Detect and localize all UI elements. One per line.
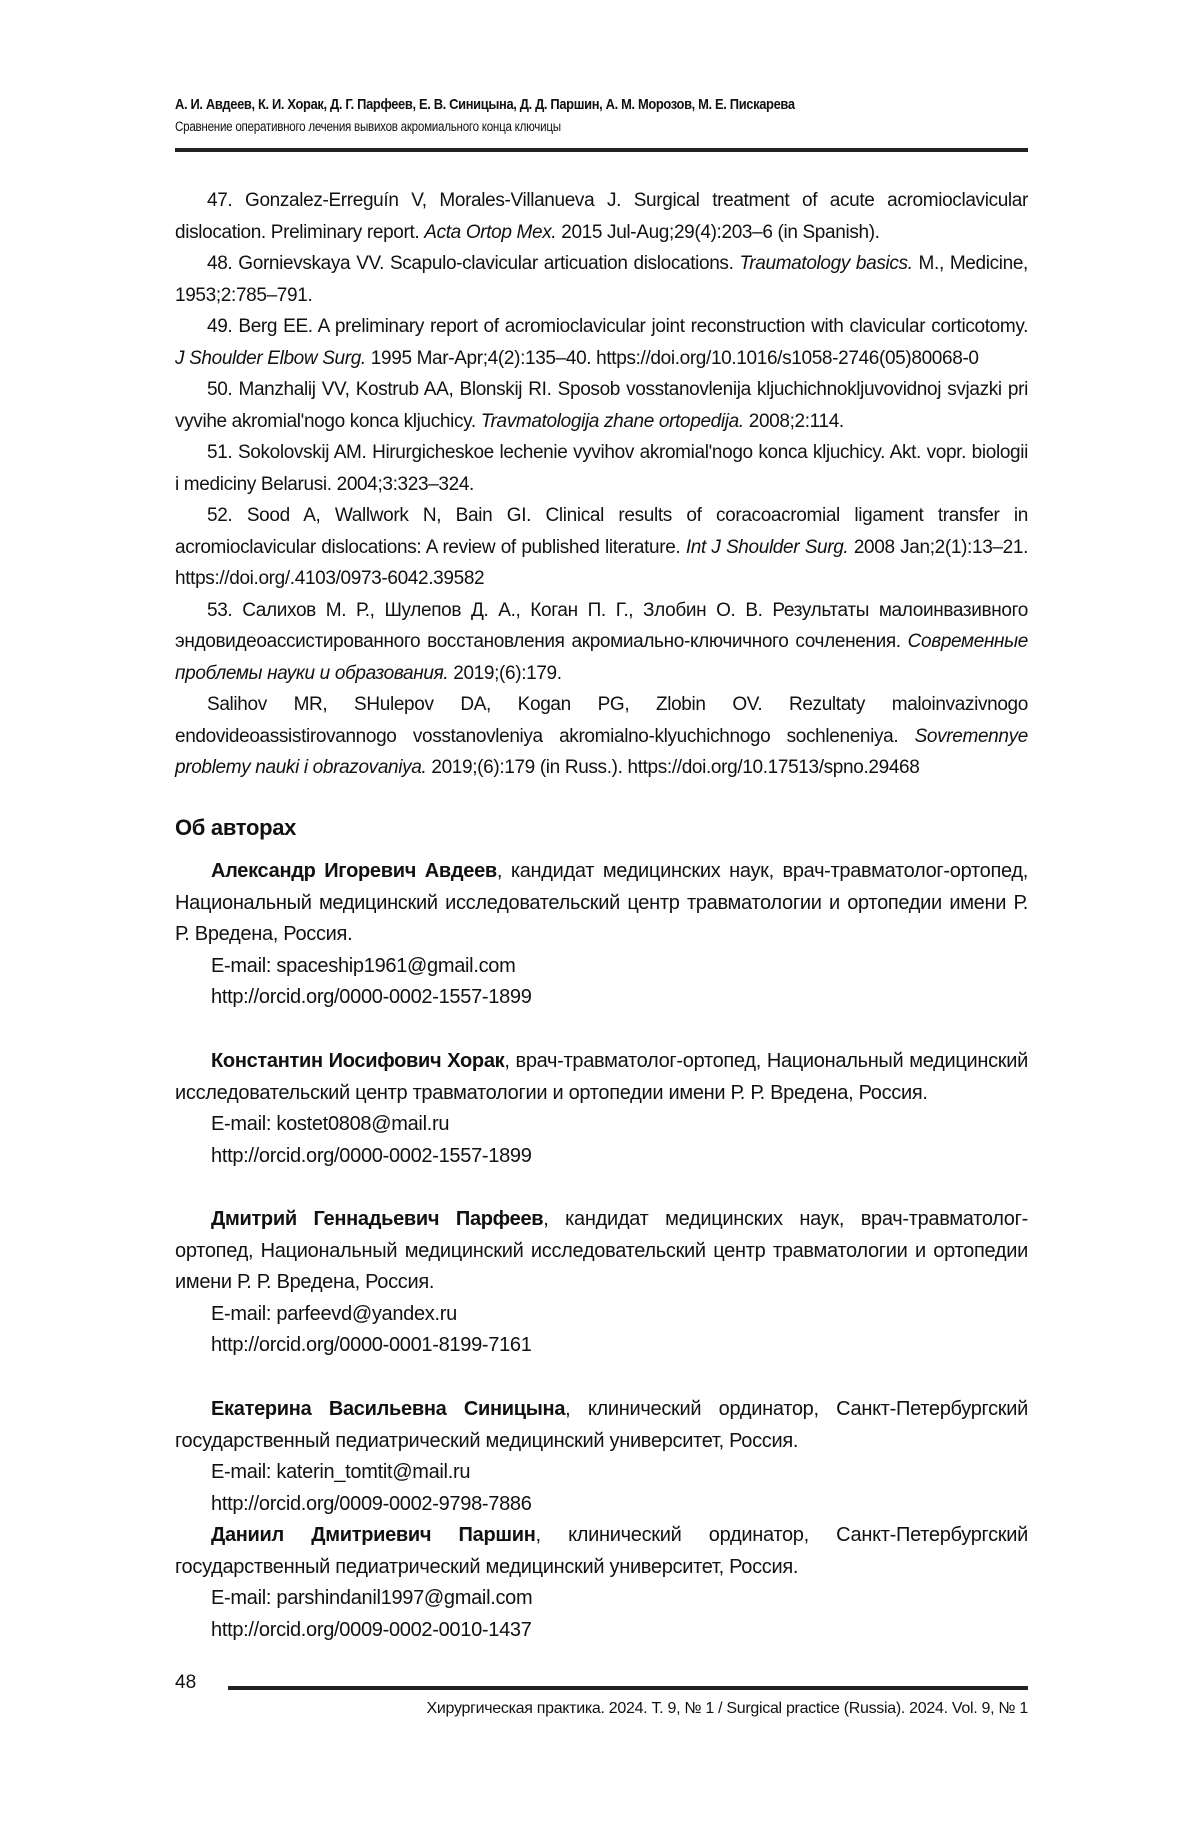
journal-footer: Хирургическая практика. 2024. Т. 9, № 1 / Surgical practice (Russia). 2024. Vol. 9, № 1 bbox=[426, 1700, 1028, 1717]
author-name: Екатерина Васильевна Синицына bbox=[211, 1398, 566, 1420]
author-name: Александр Игоревич Авдеев bbox=[211, 860, 497, 882]
author-bio: Даниил Дмитриевич Паршин, клинический ординатор, Санкт-Петербургский государственный педиатрический медицинский университет, Россия. bbox=[175, 1524, 1028, 1578]
section-title-authors: Об авторах bbox=[175, 815, 297, 840]
author-orcid: http://orcid.org/0009-0002-9798-7886 bbox=[211, 1492, 532, 1515]
reference-51: 51. Sokolovskij AM. Hirurgicheskoe lechenie vyvihov akromial'nogo konca kljuchicy. Akt. vopr. biologii i mediciny Belarusi. 2004;3:323–324. bbox=[175, 442, 1028, 495]
author-name: Константин Иосифович Хорак bbox=[211, 1050, 505, 1072]
author-orcid: http://orcid.org/0000-0002-1557-1899 bbox=[211, 986, 532, 1008]
author-email: E-mail: parshindanil1997@gmail.com bbox=[211, 1587, 533, 1609]
reference-48: 48. Gornievskaya VV. Scapulo-clavicular articuation dislocations. Traumatology basics. M., Medicine, 1953;2:785–791. bbox=[175, 253, 1028, 306]
reference-47: 47. Gonzalez-Erreguín V, Morales-Villanueva J. Surgical treatment of acute acromioclavicular dislocation. Preliminary report. Acta Ortop Mex. 2015 Jul-Aug;29(4):203–6 (in Spanish). bbox=[175, 190, 1028, 243]
reference-list bbox=[175, 185, 1028, 784]
author-email: E-mail: kostet0808@mail.ru bbox=[211, 1113, 450, 1135]
footer-divider bbox=[228, 1686, 1028, 1690]
author-1 bbox=[175, 856, 1028, 1014]
header-subtitle: Сравнение оперативного лечения вывихов акромиального конца ключицы bbox=[175, 119, 561, 134]
author-2 bbox=[175, 1046, 1028, 1172]
author-orcid: http://orcid.org/0000-0002-1557-1899 bbox=[211, 1144, 532, 1167]
author-name: Даниил Дмитриевич Паршин bbox=[211, 1524, 536, 1546]
author-email: E-mail: parfeevd@yandex.ru bbox=[211, 1302, 457, 1325]
author-bio: Александр Игоревич Авдеев, кандидат медицинских наук, врач-травматолог-ортопед, Национальный медицинский исследовательский центр травматологии и ортопедии имени Р. Р. Вредена, Россия. bbox=[175, 860, 1028, 945]
running-header bbox=[175, 96, 1025, 134]
author-4 bbox=[175, 1394, 1028, 1646]
reference-50: 50. Manzhalij VV, Kostrub AA, Blonskij RI. Sposob vosstanovlenija kljuchichnokljuvovidnoj svjazki pri vyvihe akromial'nogo konca kljuchicy. Travmatologija zhаne ortopedija. 2008;2:114. bbox=[175, 379, 1028, 432]
author-email: E-mail: katerin_tomtit@mail.ru bbox=[211, 1461, 471, 1483]
author-bio: Екатерина Васильевна Синицына, клинический ординатор, Санкт-Петербургский государственный педиатрический медицинский университет, Россия. bbox=[175, 1398, 1028, 1452]
author-bio: Константин Иосифович Хорак, врач-травматолог-ортопед, Национальный медицинский исследовательский центр травматологии и ортопедии имени Р. Р. Вредена, Россия. bbox=[175, 1050, 1028, 1104]
reference-52: 52. Sood A, Wallwork N, Bain GI. Clinical results of coracoacromial ligament transfer in acromioclavicular dislocations: A review of published literature. Int J Shoulder Surg. 2008 Jan;2(1):13–21. https://doi.org/.4103/0973-6042.39582 bbox=[175, 505, 1029, 589]
header-authors: А. И. Авдеев, К. И. Хорак, Д. Г. Парфеев, Е. В. Синицына, Д. Д. Паршин, А. М. Морозов, М. Е. Пискарева bbox=[175, 96, 795, 113]
author-orcid: http://orcid.org/0009-0002-0010-1437 bbox=[211, 1618, 532, 1641]
author-bio: Дмитрий Геннадьевич Парфеев, кандидат медицинских наук, врач-травматолог-ортопед, Национальный медицинский исследовательский центр травматологии и ортопедии имени Р. Р. Вредена, Россия. bbox=[175, 1208, 1028, 1293]
reference-53-translit: Salihov MR, SHulepov DA, Kogan PG, Zlobin OV. Rezultaty maloinvazivnogo endovideoassistirovannogo vosstanovleniya akromialno-klyuchichnogo sochleneniya. Sovremennye problemy nauki i obrazovaniya. 2019;(6):179 (in Russ.). https://doi.org/10.17513/spno.29468 bbox=[175, 694, 1028, 778]
author-name: Дмитрий Геннадьевич Парфеев bbox=[211, 1208, 544, 1230]
page-number: 48 bbox=[175, 1672, 197, 1693]
reference-53: 53. Салихов М. Р., Шулепов Д. А., Коган П. Г., Злобин О. В. Результаты малоинвазивного эндовидеоассистированного восстановления акромиально-ключичного сочленения. Современные проблемы науки и образования. 2019;(6):179. bbox=[175, 599, 1028, 684]
author-email: E-mail: spaceship1961@gmail.com bbox=[211, 954, 516, 977]
author-3 bbox=[175, 1204, 1028, 1362]
author-orcid: http://orcid.org/0000-0001-8199-7161 bbox=[211, 1334, 532, 1356]
reference-49: 49. Berg EE. A preliminary report of acromioclavicular joint reconstruction with clavicular corticotomy. J Shoulder Elbow Surg. 1995 Mar-Apr;4(2):135–40. https://doi.org/10.1016/s1058-2746(05)80068-0 bbox=[175, 316, 1028, 369]
header-divider bbox=[175, 148, 1028, 152]
